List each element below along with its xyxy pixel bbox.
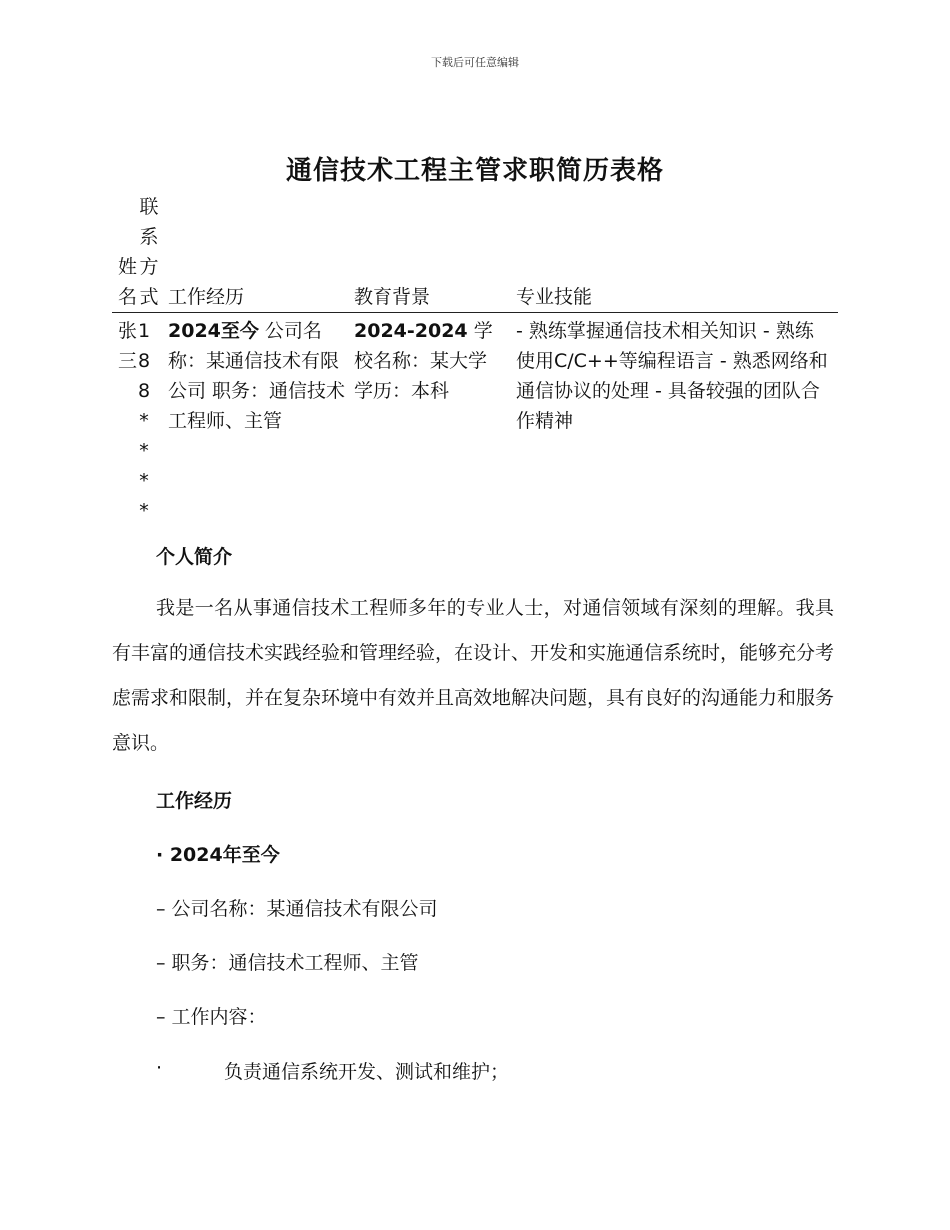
work-cell-text: 公司名称：某通信技术有限公司 职务：通信技术工程师、主管 [168, 320, 346, 432]
work-cell [168, 316, 346, 436]
work-period: · 2024年至今 [156, 844, 280, 866]
name-cell-text: 张三 [118, 320, 138, 372]
name-header [118, 252, 140, 312]
header-skills: 专业技能 [516, 286, 593, 308]
name-cell [118, 316, 140, 376]
header-note: 下载后可任意编辑 [431, 56, 519, 69]
header-work: 工作经历 [168, 286, 245, 308]
work-heading: 工作经历 [156, 790, 233, 812]
contact-header [138, 192, 160, 312]
education-cell [354, 316, 502, 406]
page-title: 通信技术工程主管求职简历表格 [285, 156, 664, 186]
contact-cell [138, 316, 150, 526]
education-cell-lead: 2024-2024 [354, 320, 468, 342]
work-company: – 公司名称：某通信技术有限公司 [156, 898, 438, 920]
intro-paragraph: 我是一名从事通信技术工程师多年的专业人士，对通信领域有深刻的理解。我具有丰富的通信技术实践经验和管理经验，在设计、开发和实施通信系统时，能够充分考虑需求和限制，并在复杂环境中有效并且高效地解决问题，具有良好的沟通能力和服务意识。 [112, 597, 835, 754]
name-header-text: 姓名 [118, 256, 138, 308]
contact-cell-text: 188**** [138, 320, 151, 522]
intro-heading: 个人简介 [156, 546, 233, 568]
skills-cell: - 熟练掌握通信技术相关知识 - 熟练使用C/C++等编程语言 - 熟悉网络和通信协议的处理 - 具备较强的团队合作精神 [516, 320, 828, 432]
header-education: 教育背景 [354, 286, 431, 308]
education-cell-text: 学校名称：某大学 学历：本科 [354, 320, 493, 402]
contact-header-text: 联系方式 [139, 196, 159, 308]
work-cell-lead: 2024至今 [168, 320, 259, 342]
duty-item: 负责通信系统开发、测试和维护； [224, 1061, 510, 1083]
work-content-label: – 工作内容： [156, 1006, 267, 1028]
table-divider [112, 312, 838, 313]
bullet-mark: · [156, 1057, 163, 1079]
work-position: – 职务：通信技术工程师、主管 [156, 952, 419, 974]
